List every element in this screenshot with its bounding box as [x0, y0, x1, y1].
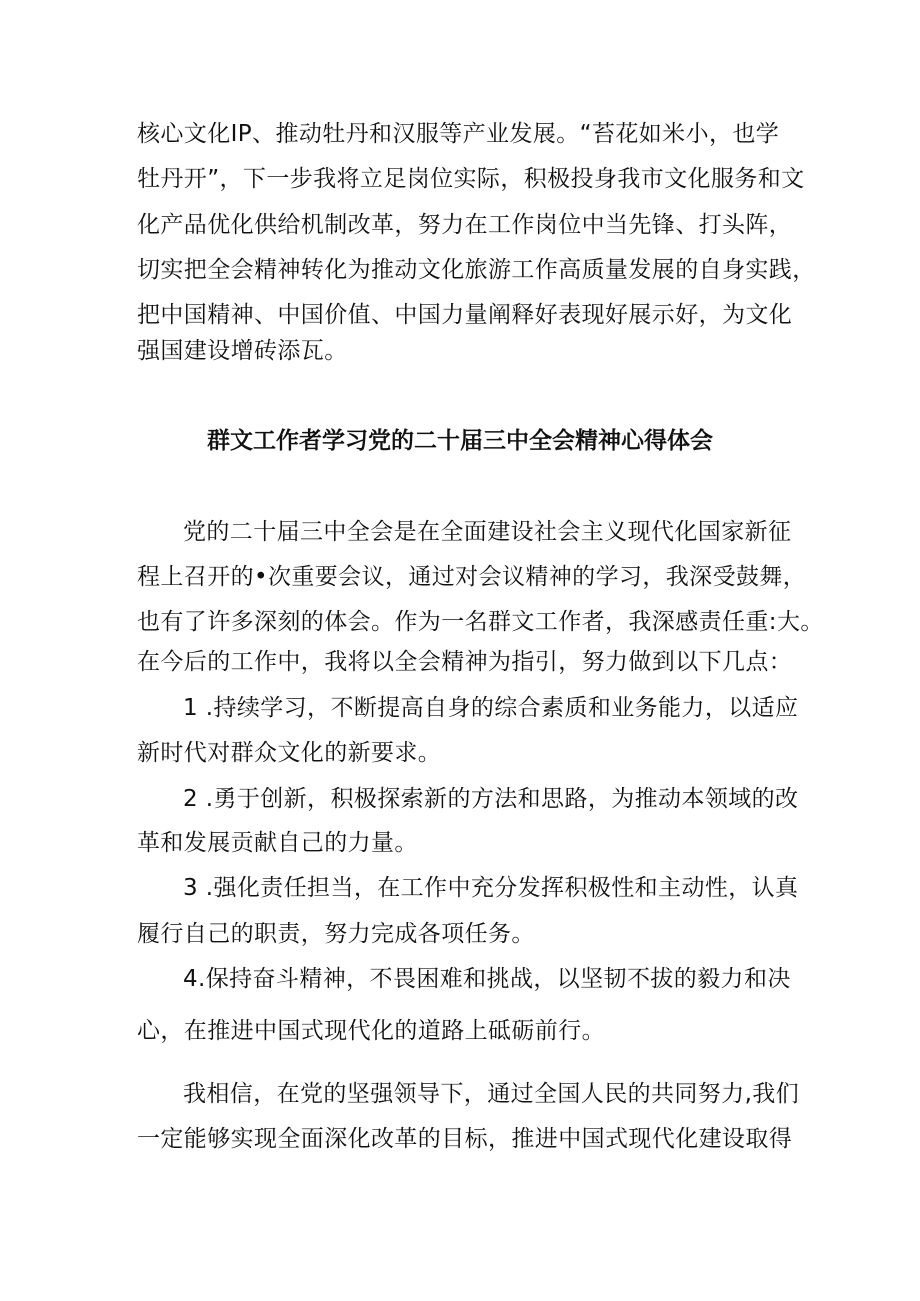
list-item-line: 4.保持奋斗精神，不畏困难和挑战，以坚韧不拔的毅力和决	[183, 966, 791, 992]
list-item-line: 新时代对群众文化的新要求。	[137, 740, 442, 766]
list-item-line: 革和发展贡献自己的力量。	[137, 830, 418, 856]
list-item-line: 心，在推进中国式现代化的道路上砥砺前行。	[137, 1018, 605, 1044]
page-title: 群文工作者学习党的二十届三中全会精神心得体会	[207, 428, 713, 454]
intro-line: 把中国精神、中国价值、中国力量阐释好表现好展示好，为文化	[137, 302, 793, 328]
closing-line: 一定能够实现全面深化改革的目标，推进中国式现代化建设取得	[137, 1126, 793, 1152]
paragraph-line: 也有了许多深刻的体会。作为一名群文工作者，我深感责任重:大。	[137, 609, 824, 635]
intro-line: 核心文化IP、推动牡丹和汉服等产业发展。“苔花如米小，也学	[137, 121, 780, 147]
list-item-line: 2 .勇于创新，积极探索新的方法和思路，为推动本领域的改	[183, 786, 799, 812]
intro-line: 化产品优化供给机制改革，努力在工作岗位中当先锋、打头阵，	[137, 212, 793, 238]
paragraph-line: 程上召开的•次重要会议，通过对会议精神的学习，我深受鼓舞，	[137, 564, 807, 590]
paragraph-line: 在今后的工作中，我将以全会精神为指引，努力做到以下几点：	[137, 649, 793, 675]
paragraph-line: 党的二十届三中全会是在全面建设社会主义现代化国家新征	[183, 519, 792, 545]
list-item-line: 1 .持续学习，不断提高自身的综合素质和业务能力，以适应	[183, 695, 799, 721]
list-item-line: 3 .强化责任担当，在工作中充分发挥积极性和主动性，认真	[183, 875, 799, 901]
closing-line: 我相信，在党的坚强领导下，通过全国人民的共同努力,我们	[183, 1081, 800, 1107]
list-item-line: 履行自己的职责，努力完成各项任务。	[137, 921, 535, 947]
intro-line: 切实把全会精神转化为推动文化旅游工作高质量发展的自身实践，	[137, 257, 816, 283]
intro-line: 牡丹开”，下一步我将立足岗位实际，积极投身我市文化服务和文	[137, 166, 805, 192]
intro-line: 强国建设增砖添瓦。	[137, 338, 348, 364]
